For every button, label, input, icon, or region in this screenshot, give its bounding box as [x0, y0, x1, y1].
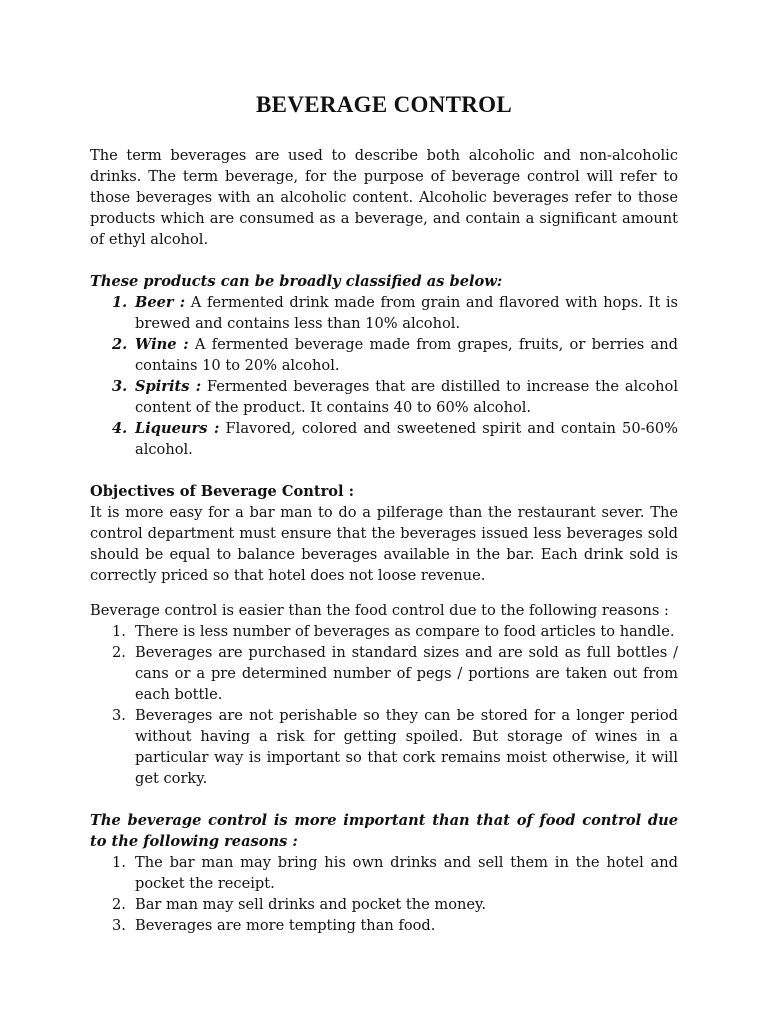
page-title: BEVERAGE CONTROL — [256, 92, 512, 117]
classification-list — [90, 292, 678, 460]
list-item: 3. Beverages are not perishable so they can be stored for a longer period without having a risk for getting spoiled. But storage of wines in a particular way is important so that cork remains moist otherwise, it will get corky. — [112, 707, 678, 787]
list-item: 2. Bar man may sell drinks and pocket the money. — [112, 896, 487, 913]
list-item: 3. Beverages are more tempting than food. — [112, 917, 436, 934]
list-item: 1. The bar man may bring his own drinks and sell them in the hotel and pocket the receipt. — [112, 854, 678, 892]
intro-paragraph: The term beverages are used to describe both alcoholic and non-alcoholic drinks. The term beverage, for the purpose of beverage control will refer to those beverages with an alcoholic content. Alcoholic beverages refer to those products which are consumed as a beverage, and contain a significant amount of ethyl alcohol. — [90, 147, 678, 248]
objectives-heading: Objectives of Beverage Control : — [90, 483, 355, 500]
important-heading: The beverage control is more important than that of food control due to the following reasons : — [90, 812, 678, 850]
important-list — [90, 852, 678, 936]
easier-list — [90, 621, 678, 789]
list-item: 4. Liqueurs : Flavored, colored and sweetened spirit and contain 50-60% alcohol. — [112, 420, 678, 458]
easier-heading: Beverage control is easier than the food control due to the following reasons : — [90, 602, 669, 619]
list-item: 1. Beer : A fermented drink made from grain and flavored with hops. It is brewed and contains less than 10% alcohol. — [112, 294, 679, 332]
document-body — [90, 145, 678, 936]
list-item: 1. There is less number of beverages as compare to food articles to handle. — [112, 623, 675, 640]
list-item: 2. Beverages are purchased in standard sizes and are sold as full bottles / cans or a pre determined number of pegs / portions are taken out from each bottle. — [112, 644, 678, 703]
objectives-paragraph: It is more easy for a bar man to do a pilferage than the restaurant sever. The control department must ensure that the beverages issued less beverages sold should be equal to balance beverages available in the bar. Each drink sold is correctly priced so that hotel does not loose revenue. — [90, 504, 678, 584]
list-item: 3. Spirits : Fermented beverages that are distilled to increase the alcohol content of the product. It contains 40 to 60% alcohol. — [112, 378, 678, 416]
list-item: 2. Wine : A fermented beverage made from grapes, fruits, or berries and contains 10 to 20% alcohol. — [112, 336, 678, 374]
classification-heading: These products can be broadly classified as below: — [90, 273, 503, 290]
